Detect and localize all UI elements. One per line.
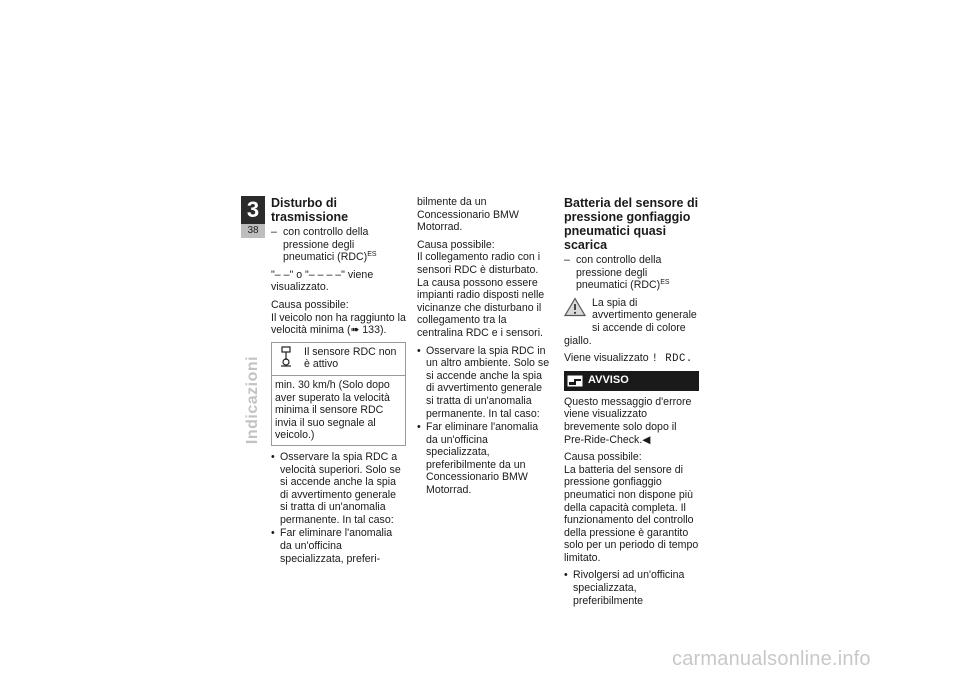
warning-text: La spia di avvertimento generale si accende di colore	[592, 296, 697, 334]
chapter-number: 3	[241, 196, 265, 224]
condition-text: con controllo della pressione degli pneumatici (RDC)	[576, 254, 662, 292]
condition-line	[271, 226, 406, 264]
continuation-text: bilmente da un Concessionario BMW Motorrad.	[417, 196, 519, 234]
avviso-banner	[564, 371, 699, 391]
section-label	[243, 350, 263, 450]
section-label-text: Indicazioni	[244, 355, 261, 445]
warning-text-cont: giallo.	[564, 334, 592, 347]
info-box-top	[272, 343, 405, 376]
display-label: Viene visualizzato	[564, 352, 649, 365]
cause-label: Causa possibile:	[271, 298, 349, 311]
warning-triangle-icon	[564, 297, 586, 317]
list-item: • Osservare la spia RDC in un altro ambiente. Solo se si accende anche la spia di avvertimento generale si tratta di un'anomalia permanente. In tal caso:	[417, 345, 552, 421]
avviso-text: Questo messaggio d'errore viene visualizzato brevemente solo dopo il Pre-Ride-Check.◀	[564, 395, 692, 446]
condition-sup: ES	[367, 251, 377, 259]
list-item: • Far eliminare l'anomalia da un'officina specializzata, preferibilmente da un Concessionario BMW Motorrad.	[417, 421, 552, 497]
condition-text: con controllo della pressione degli pneumatici (RDC)	[283, 226, 369, 264]
cause-label: Causa possibile:	[417, 238, 495, 251]
page-number: 38	[241, 224, 265, 238]
heading-transmission-fault: Disturbo di trasmissione	[271, 196, 349, 224]
info-box-bottom: min. 30 km/h (Solo dopo aver superato la velocità minima il sensore RDC invia il suo segnale al veicolo.)	[275, 378, 390, 442]
column-3	[564, 196, 699, 608]
watermark: carmanualsonline.info	[672, 648, 871, 670]
cause-text: La batteria del sensore di pressione gonfiaggio pneumatici non dispone più della capacità completa. Il funzionamento del controllo della pressione è garantito solo per un periodo di tempo limitato.	[564, 463, 699, 564]
list-item: • Far eliminare l'anomalia da un'officina specializzata, preferi-	[271, 527, 406, 565]
list-item: • Osservare la spia RDC a velocità superiori. Solo se si accende anche la spia di avvertimento generale si tratta di un'anomalia permanente. In tal caso:	[271, 451, 406, 527]
condition-line	[564, 254, 699, 292]
info-box	[271, 342, 406, 446]
avviso-label: AVVISO	[588, 374, 629, 387]
column-1	[271, 196, 406, 566]
heading-battery-low: Batteria del sensore di pressione gonfiaggio pneumatici quasi scarica	[564, 196, 699, 252]
rdc-sensor-icon	[276, 346, 296, 368]
cause-label: Causa possibile:	[564, 451, 642, 464]
cause-text: Il collegamento radio con i sensori RDC è disturbato. La causa possono essere impianti radio disposti nelle vicinanze che disturbano il collegamento tra la centralina RDC e i sensori.	[417, 251, 545, 339]
info-box-top-text: Il sensore RDC non è attivo	[304, 345, 397, 371]
list-item: • Rivolgersi ad un'officina specializzata, preferibilmente	[564, 569, 699, 607]
pointing-hand-icon	[567, 375, 583, 387]
column-2	[417, 196, 552, 498]
warning-row	[564, 297, 699, 335]
chapter-sidebar	[241, 196, 265, 238]
condition-sup: ES	[660, 279, 670, 287]
display-text: "– –" o "– – – –" viene visualizzato.	[271, 268, 374, 294]
cause-text: Il veicolo non ha raggiunto la velocità minima (➠ 133).	[271, 311, 406, 337]
display-symbol: ! RDC.	[651, 353, 693, 366]
display-line	[564, 352, 699, 366]
